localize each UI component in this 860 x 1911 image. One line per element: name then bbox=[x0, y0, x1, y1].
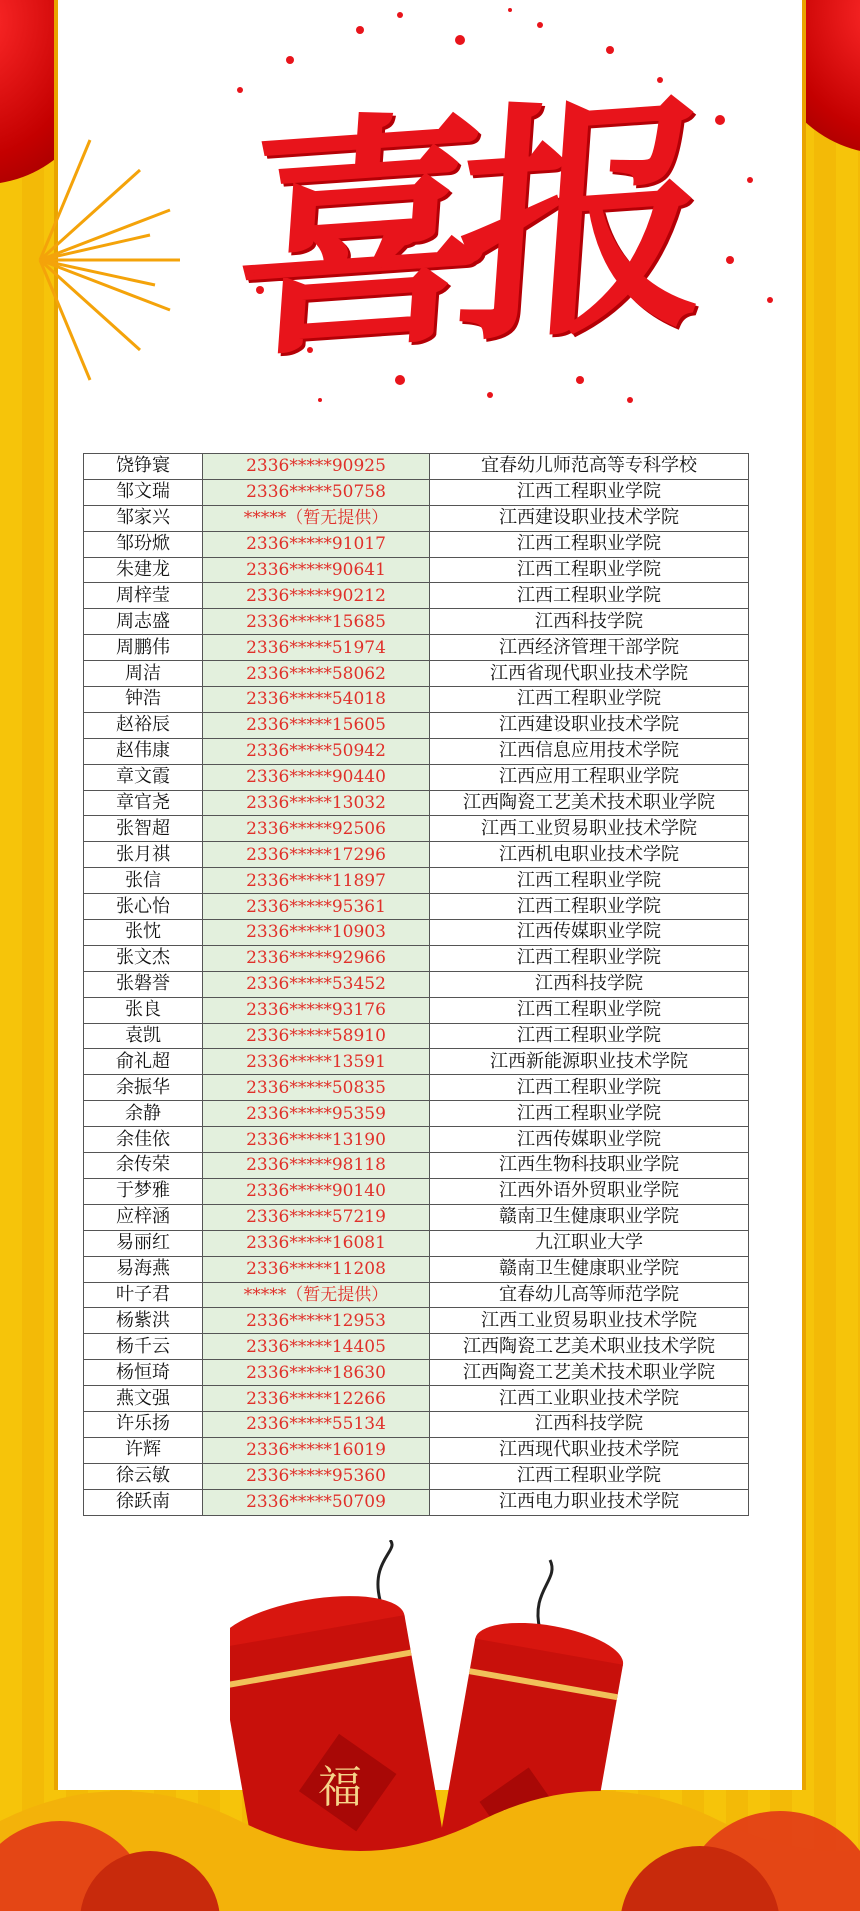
table-row bbox=[84, 1360, 749, 1386]
student-name: 张月祺 bbox=[84, 842, 203, 868]
table-row bbox=[84, 1411, 749, 1437]
exam-number: 2336*****13190 bbox=[203, 1127, 430, 1153]
table-row bbox=[84, 1489, 749, 1515]
exam-number: 2336*****58910 bbox=[203, 1023, 430, 1049]
table-row bbox=[84, 661, 749, 687]
student-name: 赵伟康 bbox=[84, 738, 203, 764]
table-row bbox=[84, 1075, 749, 1101]
exam-number: 2336*****95359 bbox=[203, 1101, 430, 1127]
student-name: 张心怡 bbox=[84, 894, 203, 920]
school-name: 江西现代职业技术学院 bbox=[430, 1437, 749, 1463]
school-name: 江西工程职业学院 bbox=[430, 868, 749, 894]
student-name: 周梓莹 bbox=[84, 583, 203, 609]
student-name: 余佳依 bbox=[84, 1127, 203, 1153]
exam-number: 2336*****57219 bbox=[203, 1204, 430, 1230]
table-row bbox=[84, 1023, 749, 1049]
exam-number: 2336*****90140 bbox=[203, 1178, 430, 1204]
student-name: 章文霞 bbox=[84, 764, 203, 790]
results-table-wrap bbox=[83, 453, 745, 1516]
table-row bbox=[84, 790, 749, 816]
school-name: 江西信息应用技术学院 bbox=[430, 738, 749, 764]
table-row bbox=[84, 557, 749, 583]
student-name: 张文杰 bbox=[84, 945, 203, 971]
table-row bbox=[84, 945, 749, 971]
school-name: 江西应用工程职业学院 bbox=[430, 764, 749, 790]
exam-number: 2336*****90641 bbox=[203, 557, 430, 583]
table-row bbox=[84, 454, 749, 480]
student-name: 叶子君 bbox=[84, 1282, 203, 1308]
student-name: 杨千云 bbox=[84, 1334, 203, 1360]
school-name: 赣南卫生健康职业学院 bbox=[430, 1256, 749, 1282]
school-name: 江西陶瓷工艺美术技术职业学院 bbox=[430, 790, 749, 816]
table-row bbox=[84, 764, 749, 790]
school-name: 宜春幼儿高等师范学院 bbox=[430, 1282, 749, 1308]
table-row bbox=[84, 687, 749, 713]
school-name: 江西科技学院 bbox=[430, 1411, 749, 1437]
exam-number: 2336*****51974 bbox=[203, 635, 430, 661]
student-name: 许辉 bbox=[84, 1437, 203, 1463]
table-row bbox=[84, 1230, 749, 1256]
exam-number: 2336*****58062 bbox=[203, 661, 430, 687]
exam-number: 2336*****50942 bbox=[203, 738, 430, 764]
exam-number: 2336*****90212 bbox=[203, 583, 430, 609]
student-name: 张智超 bbox=[84, 816, 203, 842]
exam-number: 2336*****92966 bbox=[203, 945, 430, 971]
table-row bbox=[84, 971, 749, 997]
exam-number: 2336*****90925 bbox=[203, 454, 430, 480]
school-name: 江西工程职业学院 bbox=[430, 557, 749, 583]
student-name: 邹家兴 bbox=[84, 505, 203, 531]
table-row bbox=[84, 842, 749, 868]
table-row bbox=[84, 816, 749, 842]
school-name: 江西工业职业技术学院 bbox=[430, 1386, 749, 1412]
exam-number: 2336*****54018 bbox=[203, 687, 430, 713]
school-name: 江西省现代职业技术学院 bbox=[430, 661, 749, 687]
student-name: 钟浩 bbox=[84, 687, 203, 713]
exam-number: 2336*****13591 bbox=[203, 1049, 430, 1075]
table-row bbox=[84, 1101, 749, 1127]
exam-number: 2336*****10903 bbox=[203, 920, 430, 946]
student-name: 朱建龙 bbox=[84, 557, 203, 583]
school-name: 江西工程职业学院 bbox=[430, 583, 749, 609]
school-name: 江西经济管理干部学院 bbox=[430, 635, 749, 661]
table-row bbox=[84, 1127, 749, 1153]
student-name: 应梓涵 bbox=[84, 1204, 203, 1230]
table-row bbox=[84, 1463, 749, 1489]
exam-number: 2336*****17296 bbox=[203, 842, 430, 868]
table-row bbox=[84, 738, 749, 764]
exam-number: 2336*****18630 bbox=[203, 1360, 430, 1386]
exam-number: 2336*****12266 bbox=[203, 1386, 430, 1412]
school-name: 江西工程职业学院 bbox=[430, 1075, 749, 1101]
exam-number: 2336*****11897 bbox=[203, 868, 430, 894]
student-name: 徐云敏 bbox=[84, 1463, 203, 1489]
table-row bbox=[84, 635, 749, 661]
student-name: 邹玢焮 bbox=[84, 531, 203, 557]
school-name: 江西工程职业学院 bbox=[430, 1463, 749, 1489]
school-name: 江西传媒职业学院 bbox=[430, 1127, 749, 1153]
table-row bbox=[84, 479, 749, 505]
school-name: 江西陶瓷工艺美术职业技术学院 bbox=[430, 1334, 749, 1360]
headline-text: 喜报 bbox=[226, 67, 691, 392]
table-row bbox=[84, 1256, 749, 1282]
school-name: 江西工程职业学院 bbox=[430, 531, 749, 557]
exam-number: 2336*****15605 bbox=[203, 712, 430, 738]
school-name: 江西陶瓷工艺美术技术职业学院 bbox=[430, 1360, 749, 1386]
table-row bbox=[84, 531, 749, 557]
exam-number: 2336*****16081 bbox=[203, 1230, 430, 1256]
school-name: 江西工程职业学院 bbox=[430, 997, 749, 1023]
exam-number: 2336*****50835 bbox=[203, 1075, 430, 1101]
bottom-wave-decoration bbox=[0, 1761, 860, 1911]
school-name: 江西工业贸易职业技术学院 bbox=[430, 816, 749, 842]
exam-number: 2336*****95361 bbox=[203, 894, 430, 920]
school-name: 江西工程职业学院 bbox=[430, 687, 749, 713]
table-row bbox=[84, 1178, 749, 1204]
student-name: 于梦雅 bbox=[84, 1178, 203, 1204]
student-name: 易丽红 bbox=[84, 1230, 203, 1256]
school-name: 宜春幼儿师范高等专科学校 bbox=[430, 454, 749, 480]
school-name: 九江职业大学 bbox=[430, 1230, 749, 1256]
table-row bbox=[84, 1204, 749, 1230]
student-name: 杨紫洪 bbox=[84, 1308, 203, 1334]
school-name: 赣南卫生健康职业学院 bbox=[430, 1204, 749, 1230]
student-name: 张忱 bbox=[84, 920, 203, 946]
student-name: 赵裕辰 bbox=[84, 712, 203, 738]
table-row bbox=[84, 1308, 749, 1334]
school-name: 江西电力职业技术学院 bbox=[430, 1489, 749, 1515]
student-name: 燕文强 bbox=[84, 1386, 203, 1412]
student-name: 易海燕 bbox=[84, 1256, 203, 1282]
student-name: 张信 bbox=[84, 868, 203, 894]
table-row bbox=[84, 609, 749, 635]
exam-number: 2336*****93176 bbox=[203, 997, 430, 1023]
student-name: 邹文瑞 bbox=[84, 479, 203, 505]
student-name: 张良 bbox=[84, 997, 203, 1023]
exam-number: 2336*****16019 bbox=[203, 1437, 430, 1463]
school-name: 江西工程职业学院 bbox=[430, 479, 749, 505]
table-row bbox=[84, 1437, 749, 1463]
table-row bbox=[84, 505, 749, 531]
student-name: 袁凯 bbox=[84, 1023, 203, 1049]
table-row bbox=[84, 997, 749, 1023]
exam-number: 2336*****91017 bbox=[203, 531, 430, 557]
student-name: 余静 bbox=[84, 1101, 203, 1127]
school-name: 江西工程职业学院 bbox=[430, 1023, 749, 1049]
table-row bbox=[84, 1386, 749, 1412]
student-name: 章官尧 bbox=[84, 790, 203, 816]
table-row bbox=[84, 894, 749, 920]
exam-number: 2336*****95360 bbox=[203, 1463, 430, 1489]
table-row bbox=[84, 1334, 749, 1360]
exam-number: 2336*****14405 bbox=[203, 1334, 430, 1360]
student-name: 余振华 bbox=[84, 1075, 203, 1101]
table-row bbox=[84, 583, 749, 609]
school-name: 江西工程职业学院 bbox=[430, 1101, 749, 1127]
school-name: 江西工业贸易职业技术学院 bbox=[430, 1308, 749, 1334]
school-name: 江西工程职业学院 bbox=[430, 894, 749, 920]
school-name: 江西外语外贸职业学院 bbox=[430, 1178, 749, 1204]
exam-number: 2336*****50758 bbox=[203, 479, 430, 505]
school-name: 江西建设职业技术学院 bbox=[430, 505, 749, 531]
student-name: 饶铮寰 bbox=[84, 454, 203, 480]
student-name: 张磐誉 bbox=[84, 971, 203, 997]
exam-number: 2336*****15685 bbox=[203, 609, 430, 635]
fu-text-left: 福 bbox=[318, 1762, 362, 1813]
results-table-body bbox=[84, 454, 749, 1516]
exam-number: *****（暂无提供） bbox=[203, 505, 430, 531]
table-row bbox=[84, 712, 749, 738]
exam-number: 2336*****50709 bbox=[203, 1489, 430, 1515]
school-name: 江西机电职业技术学院 bbox=[430, 842, 749, 868]
student-name: 杨恒琦 bbox=[84, 1360, 203, 1386]
table-row bbox=[84, 1049, 749, 1075]
exam-number: 2336*****55134 bbox=[203, 1411, 430, 1437]
exam-number: 2336*****13032 bbox=[203, 790, 430, 816]
student-name: 徐跃南 bbox=[84, 1489, 203, 1515]
school-name: 江西传媒职业学院 bbox=[430, 920, 749, 946]
student-name: 周鹏伟 bbox=[84, 635, 203, 661]
student-name: 许乐扬 bbox=[84, 1411, 203, 1437]
school-name: 江西生物科技职业学院 bbox=[430, 1153, 749, 1179]
student-name: 周洁 bbox=[84, 661, 203, 687]
exam-number: 2336*****11208 bbox=[203, 1256, 430, 1282]
table-row bbox=[84, 1153, 749, 1179]
table-row bbox=[84, 868, 749, 894]
headline-title bbox=[180, 20, 740, 400]
exam-number: 2336*****98118 bbox=[203, 1153, 430, 1179]
school-name: 江西建设职业技术学院 bbox=[430, 712, 749, 738]
school-name: 江西工程职业学院 bbox=[430, 945, 749, 971]
student-name: 俞礼超 bbox=[84, 1049, 203, 1075]
exam-number: 2336*****90440 bbox=[203, 764, 430, 790]
student-name: 余传荣 bbox=[84, 1153, 203, 1179]
school-name: 江西科技学院 bbox=[430, 609, 749, 635]
school-name: 江西科技学院 bbox=[430, 971, 749, 997]
results-table bbox=[83, 453, 749, 1516]
exam-number: 2336*****92506 bbox=[203, 816, 430, 842]
exam-number: 2336*****12953 bbox=[203, 1308, 430, 1334]
table-row bbox=[84, 920, 749, 946]
school-name: 江西新能源职业技术学院 bbox=[430, 1049, 749, 1075]
table-row bbox=[84, 1282, 749, 1308]
exam-number: *****（暂无提供） bbox=[203, 1282, 430, 1308]
exam-number: 2336*****53452 bbox=[203, 971, 430, 997]
student-name: 周志盛 bbox=[84, 609, 203, 635]
